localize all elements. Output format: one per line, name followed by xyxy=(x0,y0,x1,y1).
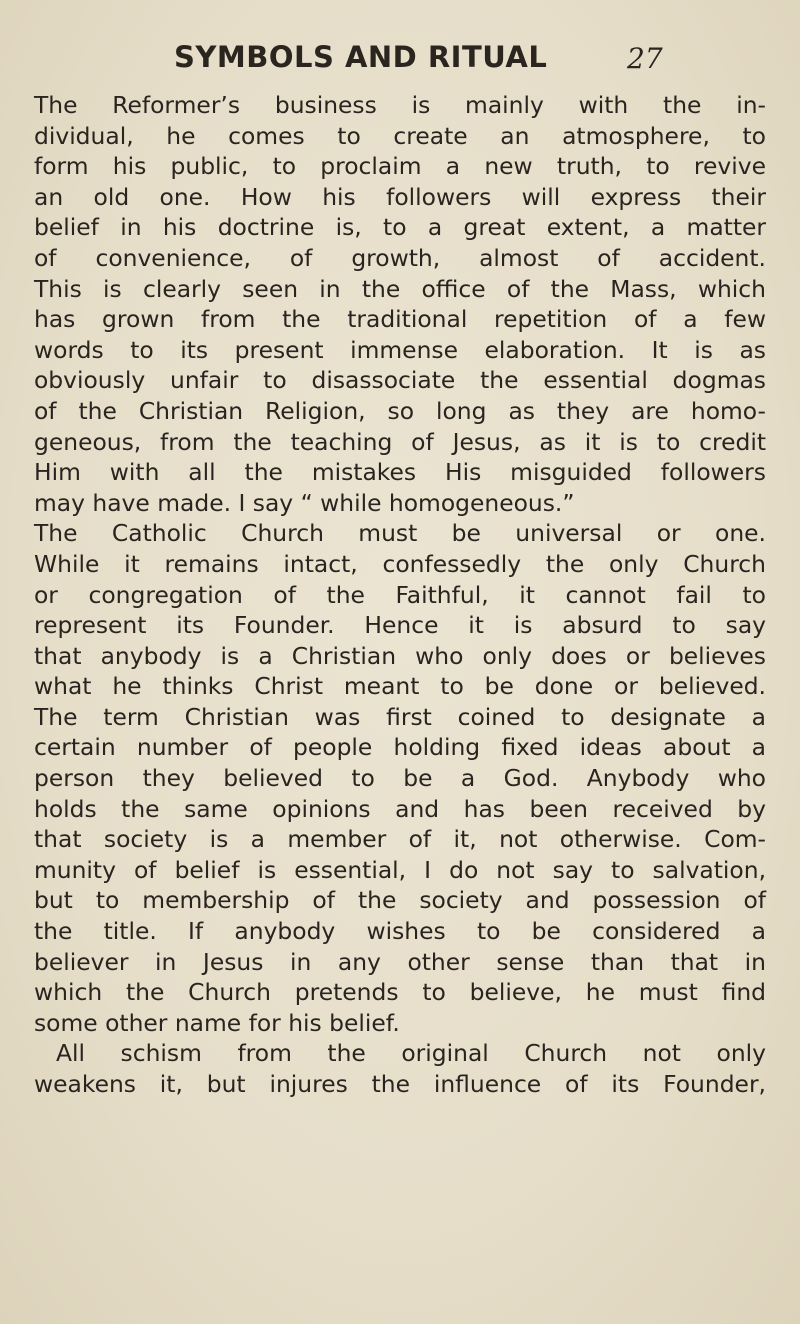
text-line: The Reformer’s business is mainly with the in- xyxy=(34,91,766,119)
text-line: dividual, he comes to create an atmosphere, to xyxy=(34,121,766,150)
body-text xyxy=(34,90,766,1100)
text-line: but to membership of the society and possession of xyxy=(34,886,766,915)
running-head xyxy=(0,40,800,80)
text-line: may have made. I say “ while homogeneous.” xyxy=(34,488,575,517)
text-line: what he thinks Christ meant to be done or believed. xyxy=(34,672,766,701)
text-line: represent its Founder. Hence it is absurd to say xyxy=(34,611,766,640)
text-line: or congregation of the Faithful, it cannot fail to xyxy=(34,580,766,609)
text-line: an old one. How his followers will express their xyxy=(34,182,766,211)
text-line: All schism from the original Church not only xyxy=(56,1039,766,1068)
text-line: believer in Jesus in any other sense than that in xyxy=(34,947,766,976)
text-line: obviously unfair to disassociate the essential dogmas xyxy=(34,366,766,395)
text-line: Him with all the mistakes His misguided followers xyxy=(34,458,766,487)
running-title: SYMBOLS AND RITUAL xyxy=(174,40,548,74)
text-line: holds the same opinions and has been received by xyxy=(34,794,766,823)
text-line: words to its present immense elaboration. It is as xyxy=(34,335,766,364)
text-line: munity of belief is essential, I do not say to salvation, xyxy=(34,855,766,884)
text-line: certain number of people holding fixed ideas about a xyxy=(34,733,766,762)
text-line: weakens it, but injures the influence of its Founder, xyxy=(34,1070,766,1098)
text-line: some other name for his belief. xyxy=(34,1008,400,1037)
text-line: person they believed to be a God. Anybody who xyxy=(34,764,766,793)
text-line: of the Christian Religion, so long as they are homo- xyxy=(34,396,766,425)
text-line: of convenience, of growth, almost of accident. xyxy=(34,243,766,272)
text-line: belief in his doctrine is, to a great extent, a matter xyxy=(34,213,766,242)
text-line: This is clearly seen in the office of the Mass, which xyxy=(34,274,766,303)
page-number: 27 xyxy=(627,42,663,75)
text-line: The Catholic Church must be universal or one. xyxy=(34,519,766,548)
text-line: which the Church pretends to believe, he must find xyxy=(34,978,766,1007)
text-line: While it remains intact, confessedly the only Church xyxy=(34,549,766,578)
text-line: that society is a member of it, not otherwise. Com- xyxy=(34,825,766,854)
text-line: has grown from the traditional repetition of a few xyxy=(34,305,766,334)
text-line: geneous, from the teaching of Jesus, as it is to credit xyxy=(34,427,766,456)
text-line: The term Christian was first coined to designate a xyxy=(34,702,766,731)
text-line: that anybody is a Christian who only does or believes xyxy=(34,641,766,670)
text-line: form his public, to proclaim a new truth, to revive xyxy=(34,152,766,181)
text-line: the title. If anybody wishes to be considered a xyxy=(34,917,766,946)
